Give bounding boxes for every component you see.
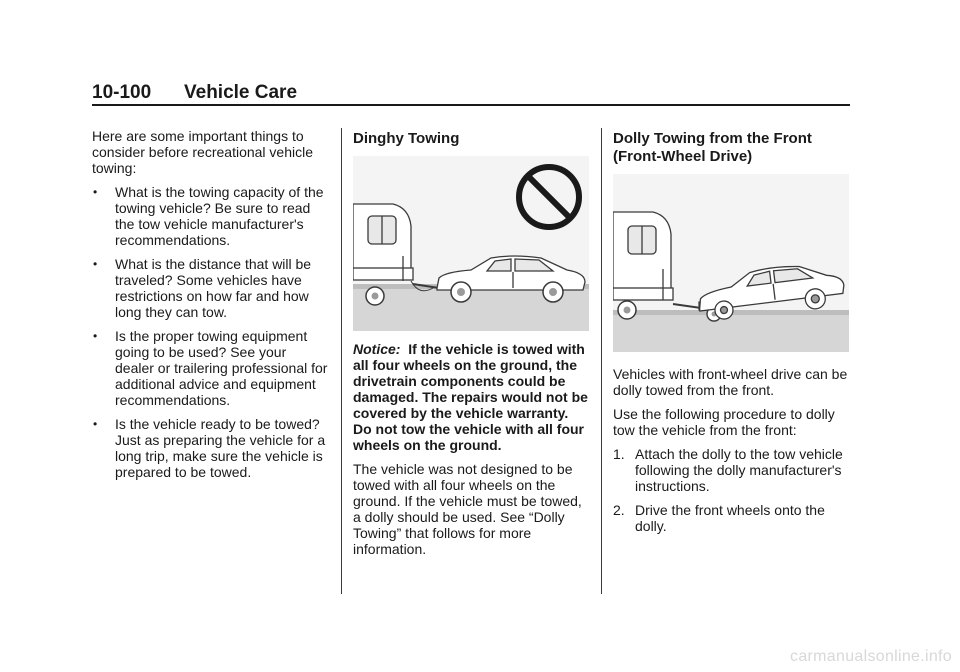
bullet-icon: • bbox=[93, 329, 98, 343]
step-number: 1. bbox=[613, 446, 625, 462]
dinghy-body-paragraph: The vehicle was not designed to be towed with all four wheels on the ground. If the vehicle must be towed, a dolly should be used. See “Dolly Towing” that follows for more information. bbox=[353, 461, 582, 557]
column-divider-1 bbox=[341, 128, 342, 594]
step-text: Drive the front wheels onto the dolly. bbox=[635, 502, 825, 534]
list-item bbox=[92, 416, 328, 480]
list-item-text: What is the distance that will be traveled? Some vehicles have restrictions on how far and how long they can tow. bbox=[115, 256, 312, 320]
bullet-icon: • bbox=[93, 257, 98, 271]
list-item-text: Is the vehicle ready to be towed? Just as preparing the vehicle for a long trip, make sure the vehicle is prepared to be towed. bbox=[115, 416, 326, 480]
page-header bbox=[92, 82, 850, 106]
notice-text: If the vehicle is towed with all four wheels on the ground, the drivetrain components could be damaged. The repairs would not be covered by the vehicle warranty. Do not tow the vehicle with all four wheels on the ground. bbox=[353, 341, 588, 453]
column-3 bbox=[613, 128, 849, 542]
column-2 bbox=[353, 128, 589, 565]
intro-paragraph: Here are some important things to consider before recreational vehicle towing: bbox=[92, 128, 314, 176]
dinghy-towing-heading: Dinghy Towing bbox=[353, 130, 460, 147]
list-item bbox=[92, 256, 328, 320]
list-item-text: What is the towing capacity of the towing vehicle? Be sure to read the tow vehicle manufacturer's recommendations. bbox=[115, 184, 324, 248]
header-rule bbox=[92, 104, 850, 106]
dolly-towing-illustration bbox=[613, 174, 849, 352]
dolly-paragraph-2: Use the following procedure to dolly tow the vehicle from the front: bbox=[613, 406, 835, 438]
dolly-towing-heading: Dolly Towing from the Front (Front-Wheel Drive) bbox=[613, 130, 812, 165]
section-title: Vehicle Care bbox=[184, 82, 298, 103]
bullet-icon: • bbox=[93, 185, 98, 199]
dolly-steps-list bbox=[613, 446, 849, 534]
column-divider-2 bbox=[601, 128, 602, 594]
step-number: 2. bbox=[613, 502, 625, 518]
column-1 bbox=[92, 128, 328, 488]
list-item bbox=[92, 328, 328, 408]
step-text: Attach the dolly to the tow vehicle following the dolly manufacturer's instructions. bbox=[635, 446, 843, 494]
watermark: carmanualsonline.info bbox=[790, 648, 952, 665]
considerations-list bbox=[92, 184, 328, 480]
list-item-text: Is the proper towing equipment going to be used? See your dealer or trailering professional for additional advice and equipment recommendations. bbox=[115, 328, 328, 408]
list-item bbox=[92, 184, 328, 248]
dinghy-towing-illustration bbox=[353, 156, 589, 331]
notice-label: Notice: bbox=[353, 341, 401, 357]
dolly-paragraph-1: Vehicles with front-wheel drive can be dolly towed from the front. bbox=[613, 366, 848, 398]
page-number: 10-100 bbox=[92, 82, 152, 103]
list-item bbox=[613, 446, 849, 494]
notice-block bbox=[353, 341, 589, 453]
bullet-icon: • bbox=[93, 417, 98, 431]
list-item bbox=[613, 502, 849, 534]
